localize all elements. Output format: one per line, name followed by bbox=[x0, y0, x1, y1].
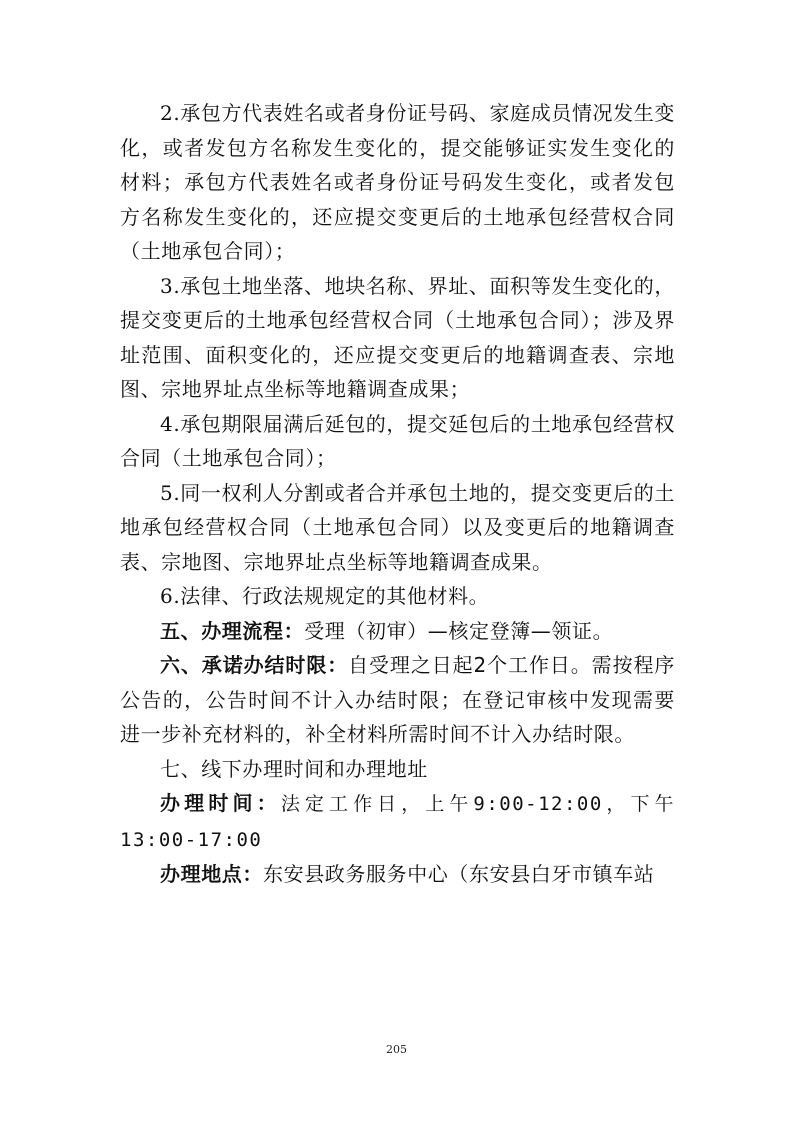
material-item-5: 5.同一权利人分割或者合并承包土地的，提交变更后的土地承包经营权合同（土地承包合同）以及变更后的地籍调查表、宗地图、宗地界址点坐标等地籍调查成果。 bbox=[120, 480, 675, 574]
process-label: 五、办理流程： bbox=[160, 618, 305, 643]
hours-section bbox=[120, 786, 675, 857]
material-item-6: 6.法律、行政法规规定的其他材料。 bbox=[160, 584, 490, 608]
location-section bbox=[120, 857, 675, 892]
material-item-3: 3.承包土地坐落、地块名称、界址、面积等发生变化的，提交变更后的土地承包经营权合同（土地承包合同）；涉及界址范围、面积变化的，还应提交变更后的地籍调查表、宗地图、宗地界址点坐标等地籍调查成果； bbox=[120, 273, 675, 401]
offline-heading: 七、线下办理时间和办理地址 bbox=[160, 756, 428, 781]
material-item-4: 4.承包期限届满后延包的，提交延包后的土地承包经营权合同（土地承包合同）； bbox=[120, 411, 675, 470]
process-text: 受理（初审）—核定登簿—领证。 bbox=[304, 618, 614, 643]
material-item-2: 2.承包方代表姓名或者身份证号码、家庭成员情况发生变化，或者发包方名称发生变化的，提交能够证实发生变化的材料；承包方代表姓名或者身份证号码发生变化，或者发包方名称发生变化的，还应提交变更后的土地承包经营权合同（土地承包合同）； bbox=[120, 101, 675, 263]
deadline-section bbox=[120, 648, 675, 752]
document-body bbox=[120, 96, 675, 892]
deadline-label: 六、承诺办结时限： bbox=[160, 653, 349, 677]
hours-label: 办理时间： bbox=[160, 791, 281, 815]
deadline-text: 自受理之日起2个工作日。需按程序公告的，公告时间不计入办结时限；在登记审核中发现需要进一步补充材料的，补全材料所需时间不计入办结时限。 bbox=[120, 653, 675, 746]
location-text: 东安县政务服务中心（东安县白牙市镇车站 bbox=[263, 862, 655, 886]
location-label: 办理地点： bbox=[160, 862, 263, 886]
process-section bbox=[120, 614, 675, 649]
hours-text: 法定工作日，上午9:00-12:00，下午13:00-17:00 bbox=[120, 793, 676, 851]
page-number: 205 bbox=[386, 1043, 407, 1056]
